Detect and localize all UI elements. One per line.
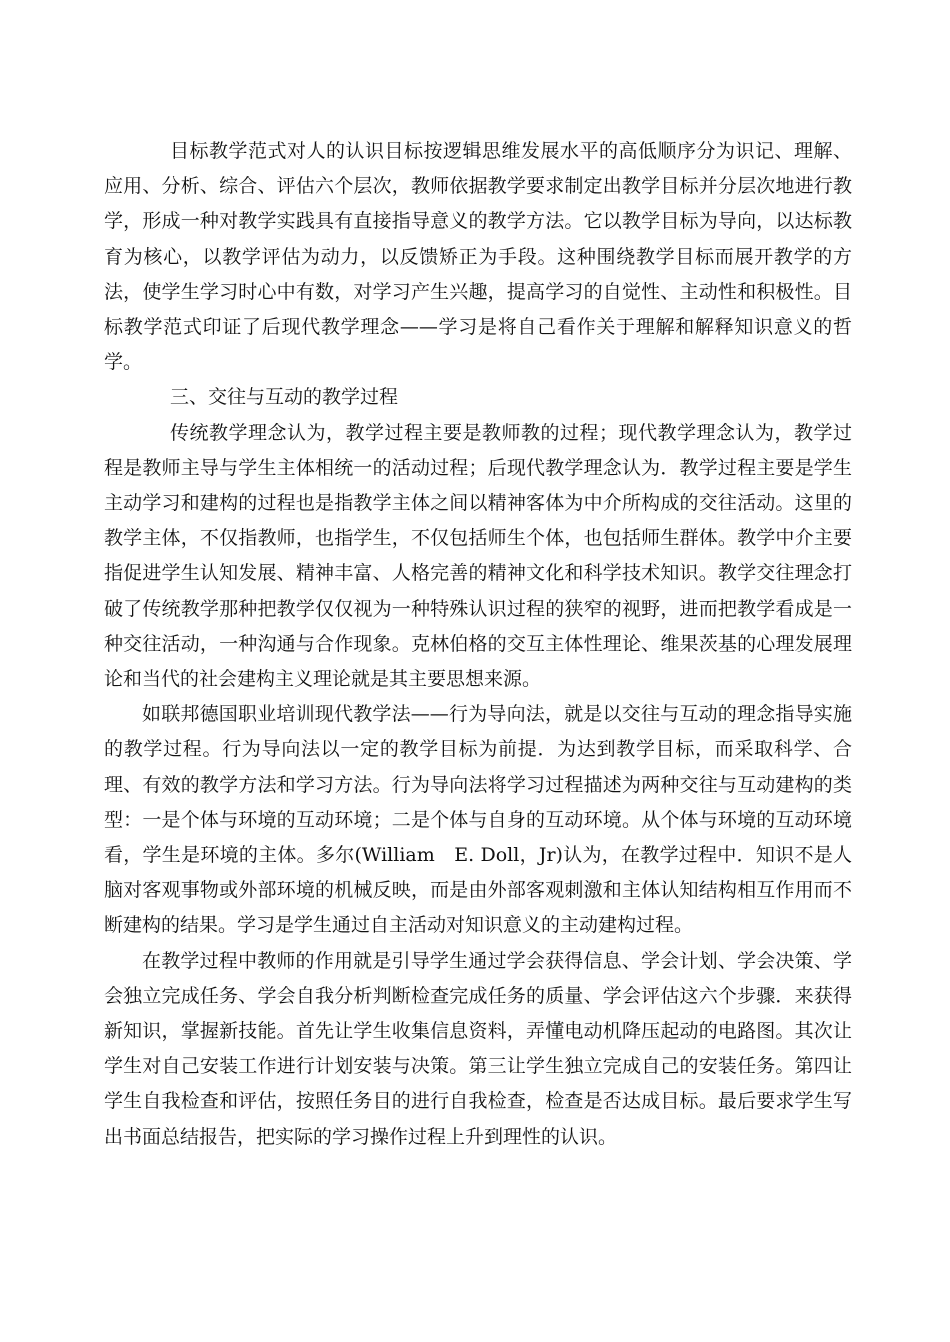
section-heading-three: 三、交往与互动的教学过程 bbox=[170, 386, 399, 409]
paragraph-target-teaching: 目标教学范式对人的认识目标按逻辑思维发展水平的高低顺序分为识记、理解、应用、分析、综合、评估六个层次，教师依据教学要求制定出教学目标并分层次地进行教学，形成一种对教学实践具有直接指导意义的教学方法。它以教学目标为导向，以达标教育为核心，以教学评估为动力，以反馈矫正为手段。这种围绕教学目标而展开教学的方法，使学生学习时心中有数，对学习产生兴趣，提高学习的自觉性、主动性和积极性。目标教学范式印证了后现代教学理念——学习是将自己看作关于理解和解释知识意义的哲学。 bbox=[104, 140, 852, 374]
document-page bbox=[104, 134, 852, 1155]
paragraph-action-oriented: 如联邦德国职业培训现代教学法——行为导向法，就是以交往与互动的理念指导实施的教学过程。行为导向法以一定的教学目标为前提．为达到教学目标，而采取科学、合理、有效的教学方法和学习方法。行为导向法将学习过程描述为两种交往与互动建构的类型：一是个体与环境的互动环境；二是个体与自身的互动环境。从个体与环境的互动环境看，学生是环境的主体。多尔(William E. Doll，Jr)认为，在教学过程中．知识不是人脑对客观事物或外部环境的机械反映，而是由外部客观刺激和主体认知结构相互作用而不断建构的结果。学习是学生通过自主活动对知识意义的主动建构过程。 bbox=[104, 703, 852, 937]
paragraph-traditional-teaching: 传统教学理念认为，教学过程主要是教师教的过程；现代教学理念认为，教学过程是教师主导与学生主体相统一的活动过程；后现代教学理念认为．教学过程主要是学生主动学习和建构的过程也是指教学主体之间以精神客体为中介所构成的交往活动。这里的教学主体，不仅指教师，也指学生，不仅包括师生个体，也包括师生群体。教学中介主要指促进学生认知发展、精神丰富、人格完善的精神文化和科学技术知识。教学交往理念打破了传统教学那种把教学仅仅视为一种特殊认识过程的狭窄的视野，进而把教学看成是一种交往活动，一种沟通与合作现象。克林伯格的交互主体性理论、维果茨基的心理发展理论和当代的社会建构主义理论就是其主要思想来源。 bbox=[104, 421, 852, 691]
paragraph-teacher-role: 在教学过程中教师的作用就是引导学生通过学会获得信息、学会计划、学会决策、学会独立完成任务、学会自我分析判断检查完成任务的质量、学会评估这六个步骤．来获得新知识，掌握新技能。首先让学生收集信息资料，弄懂电动机降压起动的电路图。其次让学生对自己安装工作进行计划安装与决策。第三让学生独立完成自己的安装任务。第四让学生自我检查和评估，按照任务目的进行自我检查，检查是否达成目标。最后要求学生写出书面总结报告，把实际的学习操作过程上升到理性的认识。 bbox=[104, 949, 852, 1148]
